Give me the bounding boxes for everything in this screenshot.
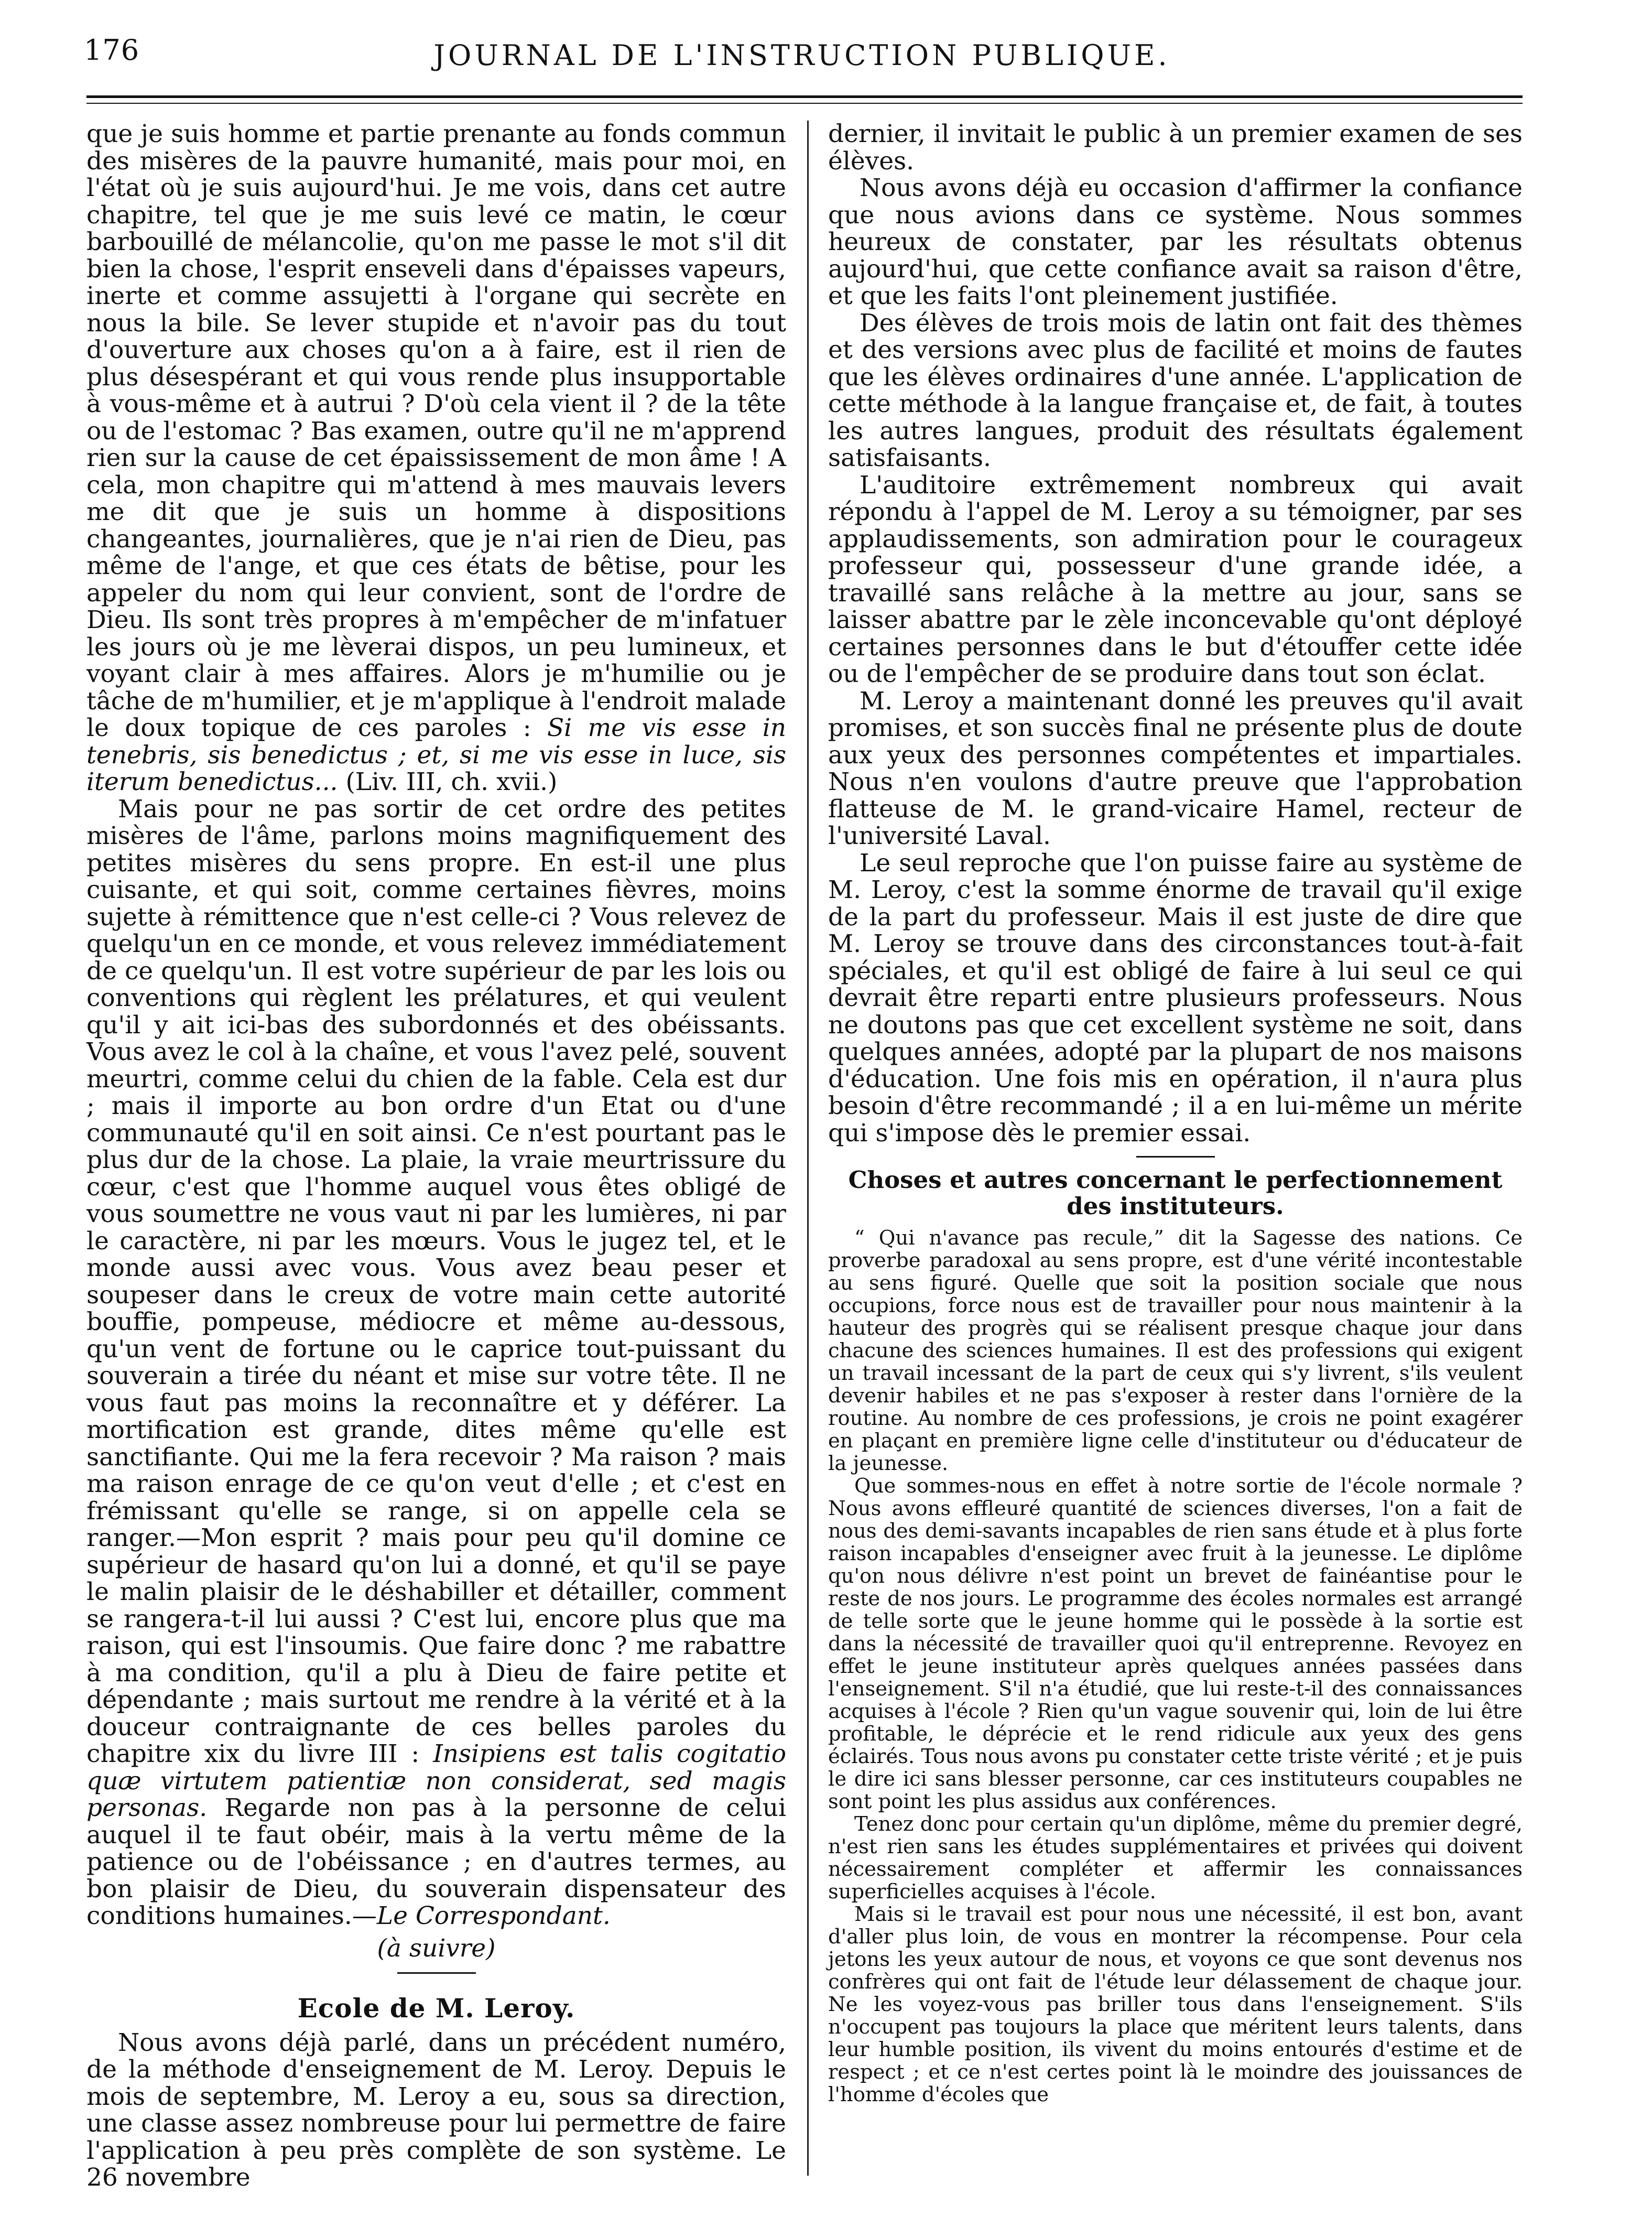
journal-title: JOURNAL DE L'INSTRUCTION PUBLIQUE.	[433, 39, 1170, 72]
section-title: Ecole de M. Leroy.	[297, 1993, 575, 2024]
paragraph: M. Leroy a maintenant donné les preuves qu'il avait promises, et son succès final ne présente plus de doute aux yeux des personnes compétentes et impartiales. Nous n'en voulons d'autre preuve que l'approbation flatteuse de M. le grand-vicaire Hamel, recteur de l'université Laval.	[828, 686, 1523, 850]
paragraph: Que sommes-nous en effet à notre sortie de l'école normale ? Nous avons effleuré quantité de sciences diverses, l'on a fait de nous des demi-savants incapables de rien sans étude et à plus forte raison incapables d'enseigner avec fruit à la jeunesse. Le diplôme qu'on nous délivre n'est point un brevet de fainéantise pour le reste de nos jours. Le programme des écoles normales est arrangé de telle sorte que le jeune homme qui le possède à la sortie est dans la nécessité de travailler quoi qu'il entreprenne. Revoyez en effet le jeune instituteur après quelques années passées dans l'enseignement. S'il n'a étudié, que lui reste-t-il des connaissances acquises à l'école ? Rien qu'un vague souvenir qui, loin de lui être profitable, le déprécie et le rend ridicule aux yeux des gens éclairés. Tous nous avons pu constater cette triste vérité ; et je puis le dire ici sans blesser personne, car ces instituteurs coupables ne sont point les plus assidus aux conférences.	[828, 1474, 1523, 1813]
source-attribution: Le Correspondant.	[376, 1901, 611, 1930]
latin-quote: Si me vis esse in tenebris, sis benedictus ; et, si me vis esse in luce, sis iterum benedictus...	[86, 714, 786, 796]
article-body	[828, 1227, 1523, 2106]
paragraph-text: Mais pour ne pas sortir de cet ordre des petites misères de l'âme, parlons moins magnifiquement des petites misères du sens propre. En est-il une plus cuisante, et qui soit, comme certaines fièvres, moins sujette à rémittence que n'est celle-ci ? Vous relevez de quelqu'un en ce monde, et vous relevez immédiatement de ce quelqu'un. Il est votre supérieur de par les lois ou conventions qui règlent les prélatures, et qui veulent qu'il y ait ici-bas des subordonnés et des obéissants. Vous avez le col à la chaîne, et vous l'avez pelé, souvent meurtri, comme celui du chien de la fable. Cela est dur ; mais il importe au bon ordre d'un Etat ou d'une communauté qu'il en soit ainsi. Ce n'est pourtant pas le plus dur de la chose. La plaie, la vraie meurtrissure du cœur, c'est que l'homme auquel vous êtes obligé de vous soumettre ne vous vaut ni par les lumières, ni par le caractère, ni par les mœurs. Vous le jugez tel, et le monde aussi avec vous. Vous avez beau peser et soupeser dans le creux de votre main cette autorité bouffie, pompeuse, médiocre et même au-dessous, qu'un vent de fortune ou le caprice tout-puissant du souverain a tirée du néant et mise sur votre tête. Il ne vous faut pas moins la reconnaître et y déférer. La mortification est grande, dites même qu'elle est sanctifiante. Qui me la fera recevoir ? Ma raison ? mais ma raison enrage de ce qu'on veut d'elle ; et c'est en frémissant qu'elle se range, si on appelle cela se ranger.—Mon esprit ? mais pour peu qu'il domine ce supérieur de hasard qu'on lui a donné, et qu'il se paye le malin plaisir de le déshabiller et détailler, comment se rangera-t-il lui aussi ? C'est lui, encore plus que ma raison, qui est l'insoumis. Que faire donc ? me rabattre à ma condition, qu'il a plu à Dieu de faire petite et dépendante ; mais surtout me rendre à la vérité et à la douceur contraignante de ces belles paroles du chapitre xix du livre III :	[86, 794, 786, 1768]
paragraph: Le seul reproche que l'on puisse faire au système de M. Leroy, c'est la somme énorme de travail qu'il exige de la part du professeur. Mais il est juste de dire que M. Leroy se trouve dans des circonstances tout-à-fait spéciales, et qu'il est obligé de faire à lui seul ce qui devrait être reparti entre plusieurs professeurs. Nous ne doutons pas que cet excellent système ne soit, dans quelques années, adopté par la plupart de nos maisons d'éducation. Une fois mis en opération, il n'aura plus besoin d'être recommandé ; il a en lui-même un mérite qui s'impose dès le premier essai.	[828, 848, 1523, 1148]
citation-reference: (Liv. III, ch. xvii.)	[345, 768, 558, 796]
section-divider	[397, 1972, 476, 1974]
paragraph: Nous avons déjà parlé, dans un précédent numéro, de la méthode d'enseignement de M. Leroy. Depuis le mois de septembre, M. Leroy a eu, sous sa direction, une classe assez nombreuse pour lui permettre de faire l'application à peu près complète de son système. Le 26 novembre	[86, 2028, 786, 2192]
paragraph	[86, 796, 786, 1930]
paragraph: Des élèves de trois mois de latin ont fait des thèmes et des versions avec plus de facilité et moins de fautes que les élèves ordinaires d'une année. L'application de cette méthode à la langue française et, de fait, à toutes les autres langues, produit des résultats également satisfaisants.	[828, 308, 1523, 472]
section-title: Choses et autres concernant le perfectionnement des instituteurs.	[848, 1166, 1503, 1220]
paragraph: Tenez donc pour certain qu'un diplôme, même du premier degré, n'est rien sans les études supplémentaires et privées qui doivent nécessairement compléter et affermir les connaissances superficielles acquises à l'école.	[828, 1812, 1523, 1904]
header-rule-thin	[86, 103, 1523, 104]
column-divider	[807, 121, 809, 2176]
paragraph: “ Qui n'avance pas recule,” dit la Sagesse des nations. Ce proverbe paradoxal au sens propre, est d'une vérité incontestable au sens figuré. Quelle que soit la position sociale que nous occupions, force nous est de travailler pour nous maintenir à la hauteur des progrès qui se réalisent presque chaque jour dans chacune des sciences humaines. Il est des professions qui exigent un travail incessant de la part de ceux qui s'y livrent, s'ils veulent devenir habiles et ne pas s'exposer à rester dans l'ornière de la routine. Au nombre de ces professions, je crois ne point exagérer en plaçant en première ligne celle d'instituteur ou d'éducateur de la jeunesse.	[828, 1226, 1523, 1475]
paragraph-text: que je suis homme et partie prenante au fonds commun des misères de la pauvre humanité, mais pour moi, en l'état où je suis aujourd'hui. Je me vois, dans cet autre chapitre, tel que je me suis levé ce matin, le cœur barbouillé de mélancolie, qu'on me passe le mot s'il dit bien la chose, l'esprit enseveli dans d'épaisses vapeurs, inerte et comme assujetti à l'organe qui secrète en nous la bile. Se lever stupide et n'avoir pas du tout d'ouverture aux choses qu'on a à faire, est il rien de plus désespérant et qui vous rende plus insupportable à vous-même et à autrui ? D'où cela vient il ? de la tête ou de l'estomac ? Bas examen, outre qu'il ne m'apprend rien sur la cause de cet épaississement de mon âme ! A cela, mon chapitre qui m'attend à mes mauvais levers me dit que je suis un homme à dispositions changeantes, journalières, que je n'ai rien de Dieu, pas même de l'ange, et que ces états de bêtise, pour les appeler du nom qui leur convient, sont de l'ordre de Dieu. Ils sont très propres à m'empêcher de m'infatuer les jours où je me lèverai dispos, un peu lumineux, et voyant clair à mes affaires. Alors je m'humilie ou je tâche de m'humilier, et je m'applique à l'endroit malade le doux topique de ces paroles :	[86, 120, 786, 742]
latin-quote: Insipiens est talis cogitatio quæ virtutem patientiæ non considerat, sed magis personas.	[86, 1739, 787, 1822]
paragraph	[86, 121, 786, 796]
paragraph: dernier, il invitait le public à un premier examen de ses élèves.	[828, 120, 1523, 176]
paragraph: Nous avons déjà eu occasion d'affirmer la confiance que nous avions dans ce système. Nous sommes heureux de constater, par les résultats obtenus aujourd'hui, que cette confiance avait sa raison d'être, et que les faits l'ont pleinement justifiée.	[828, 174, 1523, 310]
section-divider	[1136, 1156, 1215, 1158]
page-number: 176	[84, 34, 140, 67]
to-be-continued: (à suivre)	[377, 1933, 496, 1963]
page-header	[79, 26, 1525, 79]
paragraph-text: Regarde non pas à la personne de celui auquel il te faut obéir, mais à la vertu même de la patience ou de l'obéissance ; en d'autres termes, au bon plaisir de Dieu, du souverain dispensateur des conditions humaines.—	[86, 1793, 786, 1930]
right-column	[828, 121, 1523, 2106]
paragraph: L'auditoire extrêmement nombreux qui avait répondu à l'appel de M. Leroy a su témoigner, par ses applaudissements, son admiration pour le courageux professeur qui, possesseur d'une grande idée, a travaillé sans relâche à la mettre au jour, sans se laisser abattre par le zèle inconcevable qu'ont déployé certaines personnes dans le but d'étouffer cette idée ou de l'empêcher de se produire dans tout son éclat.	[828, 470, 1523, 688]
header-rule	[86, 95, 1523, 98]
left-column	[86, 121, 786, 2191]
paragraph: Mais si le travail est pour nous une nécessité, il est bon, avant d'aller plus loin, de vous en montrer la récompense. Pour cela jetons les yeux autour de nous, et voyons ce que sont devenus nos confrères qui ont fait de l'étude leur délassement de chaque jour. Ne les voyez-vous pas briller tous dans l'enseignement. S'ils n'occupent pas toujours la place que méritent leurs talents, dans leur humble position, ils vivent du moins entourés d'estime et de respect ; et ce n'est certes point là le moindre des jouissances de l'homme d'écoles que	[828, 1902, 1523, 2106]
